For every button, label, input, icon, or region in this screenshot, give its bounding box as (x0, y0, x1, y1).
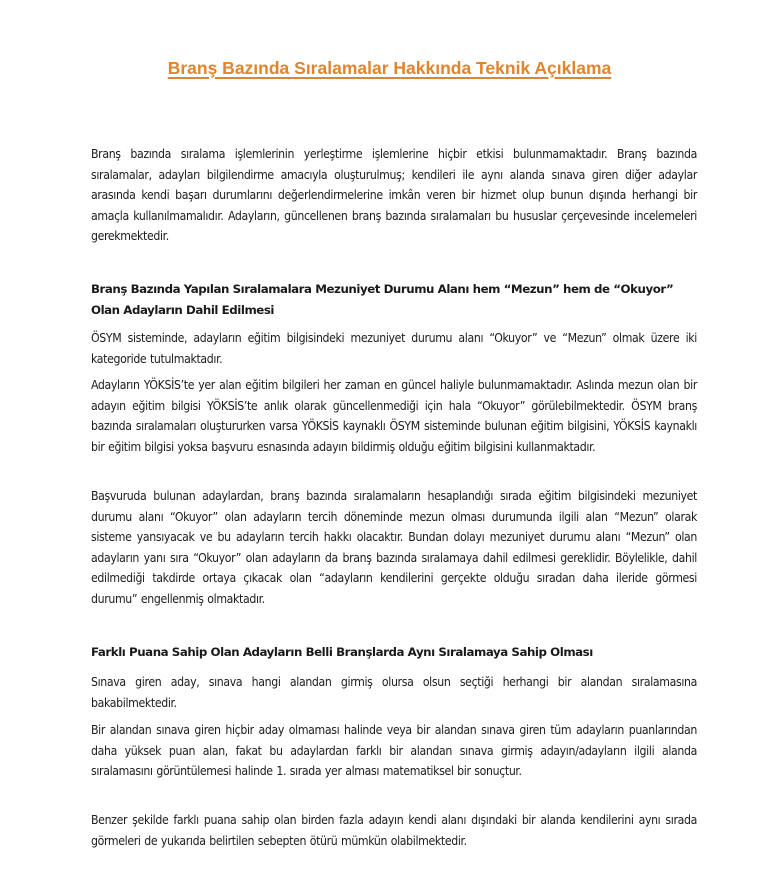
section-1-paragraph-2: Adayların YÖKSİS’te yer alan eğitim bilgileri her zaman en güncel haliyle bulunmamaktadır. Aslında mezun olan bir adayın eğitim bilgisi YÖKSİS’te anlık olarak güncellenmediği için hala “Okuyor” görülebilmektedir. ÖSYM branş bazında sıralamaları oluştururken varsa YÖKSİS kaynaklı ÖSYM sisteminde bulunan eğitim bilgisini, YÖKSİS kaynaklı bir eğitim bilgisi yoksa başvuru esnasında adayın bildirmiş olduğu eğitim bilgisini kullanmaktadır. (91, 378, 697, 454)
section-heading-graduation-status: Branş Bazında Yapılan Sıralamalara Mezuniyet Durumu Alanı hem “Mezun” hem de “Okuyor” Olan Adayların Dahil Edilmesi (91, 282, 674, 317)
section-2-paragraph-2: Bir alandan sınava giren hiçbir aday olmaması halinde veya bir alandan sınava giren tüm adayların puanlarından daha yüksek puan alan, fakat bu adaylardan farklı bir alandan sınava girmiş adayın/adayların ilgili alanda sıralamasını görüntülemesi halinde 1. sırada yer alması matematiksel bir sonuçtur. (91, 723, 697, 779)
section-1-paragraph-1: ÖSYM sisteminde, adayların eğitim bilgisindeki mezuniyet durumu alanı “Okuyor” ve “Mezun” olmak üzere iki kategoride tutulmaktadır. (91, 331, 697, 366)
document-title: Branş Bazında Sıralamalar Hakkında Teknik Açıklama (167, 58, 612, 78)
section-heading-same-ranking: Farklı Puana Sahip Olan Adayların Belli Branşlarda Aynı Sıralamaya Sahip Olması (91, 645, 593, 659)
section-1-paragraph-3: Başvuruda bulunan adaylardan, branş bazında sıralamaların hesaplandığı sırada eğitim bilgisindeki mezuniyet durumu alanı “Okuyor” olan adayların tercih döneminde mezun olması durumunda ilgili alan “Mezun” olarak sisteme yansıyacak ve bu adayların tercih hakkı olacaktır. Bundan dolayı mezuniyet durumu alanı “Mezun” olan adayların yanı sıra “Okuyor” olan adayların da branş bazında sıralamaya dahil edilmesi gereklidir. Böylelikle, dahil edilmediği takdirde ortaya çıkacak olan “adayların kendilerini gerçekte olduğu sıradan daha ileride görmesi durumu” engellenmiş olmaktadır. (91, 489, 697, 606)
section-2-paragraph-3: Benzer şekilde farklı puana sahip olan birden fazla adayın kendi alanı dışındaki bir alanda kendilerini aynı sırada görmeleri de yukarıda belirtilen sebepten ötürü mümkün olabilmektedir. (91, 813, 697, 848)
intro-paragraph: Branş bazında sıralama işlemlerinin yerleştirme işlemlerine hiçbir etkisi bulunmamaktadır. Branş bazında sıralamalar, adayları bilgilendirme amacıyla oluşturulmuş; kendileri ile aynı alanda sınava giren diğer adaylar arasında kendi başarı durumlarını değerlendirmelerine imkân veren bir hizmet olup bunun dışında herhangi bir amaçla kullanılmamalıdır. Adayların, güncellenen branş bazında sıralamaları bu hususlar çerçevesinde incelemeleri gerekmektedir. (91, 147, 697, 244)
section-2-paragraph-1: Sınava giren aday, sınava hangi alandan girmiş olursa olsun seçtiği herhangi bir alandan sıralamasına bakabilmektedir. (91, 675, 697, 710)
